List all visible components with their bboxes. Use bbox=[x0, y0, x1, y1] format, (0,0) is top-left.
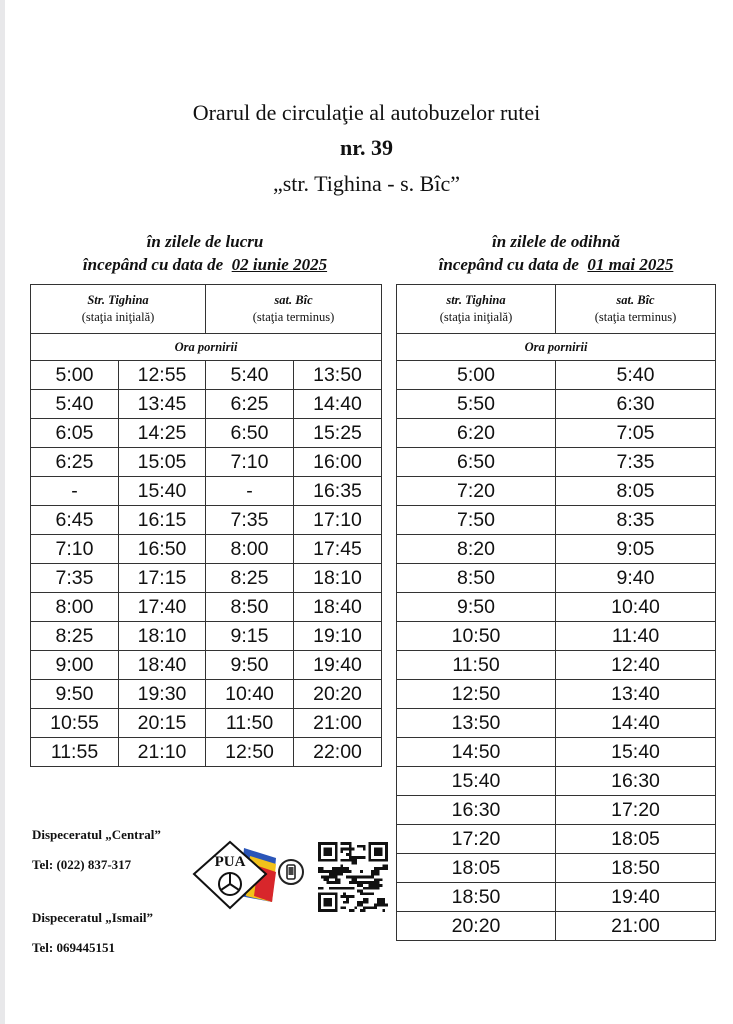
route-number: nr. 39 bbox=[340, 135, 393, 160]
departure-time: 18:50 bbox=[556, 854, 716, 883]
departure-time: 18:40 bbox=[119, 651, 206, 680]
route-name: „str. Tighina - s. Bîc” bbox=[272, 171, 460, 196]
phone-ismail: Tel: 069445151 bbox=[32, 940, 115, 955]
departure-time: 8:05 bbox=[556, 477, 716, 506]
departure-time: 13:50 bbox=[294, 361, 382, 390]
departure-time: 11:40 bbox=[556, 622, 716, 651]
departure-time: 9:50 bbox=[206, 651, 294, 680]
weekdays-heading-line1: în zilele de lucru bbox=[146, 232, 264, 251]
weekdays-heading-line2 bbox=[30, 253, 380, 276]
departure-time: 8:00 bbox=[31, 593, 119, 622]
weekdays-row bbox=[31, 680, 382, 709]
phone-icon bbox=[277, 858, 305, 886]
departure-time: 8:00 bbox=[206, 535, 294, 564]
departure-time: 18:05 bbox=[397, 854, 556, 883]
departure-time: 11:50 bbox=[206, 709, 294, 738]
weekdays-ora-row bbox=[31, 334, 382, 361]
departure-time: 10:40 bbox=[206, 680, 294, 709]
departure-time: 15:25 bbox=[294, 419, 382, 448]
weekend-date: 01 mai 2025 bbox=[587, 255, 674, 274]
weekend-row bbox=[397, 419, 716, 448]
departure-time: 16:15 bbox=[119, 506, 206, 535]
departure-time: 18:40 bbox=[294, 593, 382, 622]
weekdays-row bbox=[31, 419, 382, 448]
weekend-row bbox=[397, 477, 716, 506]
departure-time: 5:50 bbox=[397, 390, 556, 419]
departure-time: 6:20 bbox=[397, 419, 556, 448]
dispatcher-ismail: Dispeceratul „Ismail” bbox=[32, 910, 153, 925]
weekdays-row bbox=[31, 622, 382, 651]
weekend-row bbox=[397, 361, 716, 390]
departure-time: 15:05 bbox=[119, 448, 206, 477]
departure-time: 8:50 bbox=[397, 564, 556, 593]
departure-time: 10:40 bbox=[556, 593, 716, 622]
weekend-row bbox=[397, 854, 716, 883]
departure-time: 9:50 bbox=[397, 593, 556, 622]
departure-time: 18:10 bbox=[119, 622, 206, 651]
weekdays-row bbox=[31, 564, 382, 593]
departure-time: 9:15 bbox=[206, 622, 294, 651]
weekdays-row bbox=[31, 535, 382, 564]
weekdays-row bbox=[31, 738, 382, 767]
departure-time: 19:40 bbox=[294, 651, 382, 680]
departure-time: 17:45 bbox=[294, 535, 382, 564]
departure-time: 19:30 bbox=[119, 680, 206, 709]
departure-time: 10:50 bbox=[397, 622, 556, 651]
weekdays-table bbox=[30, 284, 382, 767]
departure-time: 17:10 bbox=[294, 506, 382, 535]
weekdays-date-prefix: începând cu data de bbox=[82, 255, 224, 274]
departure-time: 5:40 bbox=[556, 361, 716, 390]
departure-time: 9:50 bbox=[31, 680, 119, 709]
departure-time: 8:25 bbox=[31, 622, 119, 651]
weekdays-row bbox=[31, 448, 382, 477]
departure-time: 14:40 bbox=[556, 709, 716, 738]
departure-time: 9:40 bbox=[556, 564, 716, 593]
departure-time: 15:40 bbox=[119, 477, 206, 506]
departure-time: 7:10 bbox=[206, 448, 294, 477]
weekdays-heading bbox=[30, 230, 380, 276]
departure-time: 18:50 bbox=[397, 883, 556, 912]
departure-time: 17:15 bbox=[119, 564, 206, 593]
departure-time: 6:05 bbox=[31, 419, 119, 448]
weekend-row bbox=[397, 912, 716, 941]
departure-time: 16:50 bbox=[119, 535, 206, 564]
pua-logo-text: PUA bbox=[214, 854, 246, 870]
departure-time: 11:55 bbox=[31, 738, 119, 767]
departure-time: 7:35 bbox=[556, 448, 716, 477]
weekend-row bbox=[397, 535, 716, 564]
departure-time: 10:55 bbox=[31, 709, 119, 738]
weekend-row bbox=[397, 564, 716, 593]
departure-time: 17:20 bbox=[397, 825, 556, 854]
departure-time: 14:40 bbox=[294, 390, 382, 419]
weekend-row bbox=[397, 506, 716, 535]
pua-logo bbox=[190, 838, 278, 912]
departure-time: 7:35 bbox=[206, 506, 294, 535]
page-title: Orarul de circulaţie al autobuzelor rutei bbox=[192, 100, 541, 125]
departure-time: 22:00 bbox=[294, 738, 382, 767]
weekend-row bbox=[397, 796, 716, 825]
departure-time: 7:35 bbox=[31, 564, 119, 593]
weekend-date-prefix: începând cu data de bbox=[438, 255, 579, 274]
phone-central: Tel: (022) 837-317 bbox=[32, 857, 132, 872]
weekend-ora-label: Ora pornirii bbox=[397, 334, 716, 361]
weekdays-row bbox=[31, 506, 382, 535]
departure-time: 21:00 bbox=[294, 709, 382, 738]
weekend-terminus-station: sat. Bîc (staţia terminus) bbox=[556, 285, 716, 334]
weekend-row bbox=[397, 680, 716, 709]
departure-time: 8:25 bbox=[206, 564, 294, 593]
departure-time: 19:40 bbox=[556, 883, 716, 912]
departure-time: 7:50 bbox=[397, 506, 556, 535]
departure-time: 13:50 bbox=[397, 709, 556, 738]
departure-time: 17:40 bbox=[119, 593, 206, 622]
departure-time: 14:25 bbox=[119, 419, 206, 448]
weekdays-header-row bbox=[31, 285, 382, 334]
departure-time: 12:50 bbox=[206, 738, 294, 767]
departure-time: 12:50 bbox=[397, 680, 556, 709]
departure-time: 7:10 bbox=[31, 535, 119, 564]
departure-time: - bbox=[31, 477, 119, 506]
weekdays-row bbox=[31, 477, 382, 506]
departure-time: 8:50 bbox=[206, 593, 294, 622]
weekend-ora-row bbox=[397, 334, 716, 361]
weekend-row bbox=[397, 767, 716, 796]
weekdays-row bbox=[31, 651, 382, 680]
departure-time: 11:50 bbox=[397, 651, 556, 680]
departure-time: 16:30 bbox=[397, 796, 556, 825]
departure-time: 15:40 bbox=[397, 767, 556, 796]
departure-time: 8:35 bbox=[556, 506, 716, 535]
weekdays-ora-label: Ora pornirii bbox=[31, 334, 382, 361]
departure-time: 7:20 bbox=[397, 477, 556, 506]
departure-time: 20:15 bbox=[119, 709, 206, 738]
weekend-row bbox=[397, 448, 716, 477]
departure-time: 12:55 bbox=[119, 361, 206, 390]
departure-time: 7:05 bbox=[556, 419, 716, 448]
weekend-row bbox=[397, 883, 716, 912]
departure-time: 9:05 bbox=[556, 535, 716, 564]
weekend-heading-line1: în zilele de odihnă bbox=[492, 232, 620, 251]
departure-time: 21:00 bbox=[556, 912, 716, 941]
departure-time: 20:20 bbox=[294, 680, 382, 709]
qr-code-icon[interactable] bbox=[318, 842, 388, 912]
weekdays-row bbox=[31, 709, 382, 738]
weekdays-row bbox=[31, 390, 382, 419]
departure-time: 14:50 bbox=[397, 738, 556, 767]
departure-time: 6:25 bbox=[31, 448, 119, 477]
departure-time: 6:45 bbox=[31, 506, 119, 535]
departure-time: 16:30 bbox=[556, 767, 716, 796]
weekend-heading bbox=[396, 230, 716, 276]
departure-time: 19:10 bbox=[294, 622, 382, 651]
departure-time: 5:40 bbox=[206, 361, 294, 390]
departure-time: 16:35 bbox=[294, 477, 382, 506]
weekend-row bbox=[397, 622, 716, 651]
departure-time: 21:10 bbox=[119, 738, 206, 767]
departure-time: 15:40 bbox=[556, 738, 716, 767]
departure-time: 6:50 bbox=[397, 448, 556, 477]
weekend-row bbox=[397, 390, 716, 419]
departure-time: 5:00 bbox=[397, 361, 556, 390]
departure-time: 6:50 bbox=[206, 419, 294, 448]
departure-time: 6:30 bbox=[556, 390, 716, 419]
departure-time: 18:05 bbox=[556, 825, 716, 854]
departure-time: 17:20 bbox=[556, 796, 716, 825]
weekend-row bbox=[397, 593, 716, 622]
weekend-row bbox=[397, 825, 716, 854]
weekend-start-station: str. Tighina (staţia iniţială) bbox=[397, 285, 556, 334]
dispatcher-central: Dispeceratul „Central” bbox=[32, 827, 161, 842]
departure-time: 5:40 bbox=[31, 390, 119, 419]
departure-time: 6:25 bbox=[206, 390, 294, 419]
departure-time: - bbox=[206, 477, 294, 506]
departure-time: 12:40 bbox=[556, 651, 716, 680]
weekdays-date: 02 iunie 2025 bbox=[231, 255, 328, 274]
weekend-row bbox=[397, 738, 716, 767]
departure-time: 13:45 bbox=[119, 390, 206, 419]
weekend-heading-line2 bbox=[396, 253, 716, 276]
weekdays-row bbox=[31, 361, 382, 390]
departure-time: 9:00 bbox=[31, 651, 119, 680]
weekdays-row bbox=[31, 593, 382, 622]
weekdays-start-station: Str. Tighina (staţia iniţială) bbox=[31, 285, 206, 334]
weekend-header-row bbox=[397, 285, 716, 334]
departure-time: 16:00 bbox=[294, 448, 382, 477]
weekend-row bbox=[397, 709, 716, 738]
departure-time: 18:10 bbox=[294, 564, 382, 593]
departure-time: 8:20 bbox=[397, 535, 556, 564]
departure-time: 13:40 bbox=[556, 680, 716, 709]
weekend-row bbox=[397, 651, 716, 680]
departure-time: 20:20 bbox=[397, 912, 556, 941]
weekend-table bbox=[396, 284, 716, 941]
weekdays-terminus-station: sat. Bîc (staţia terminus) bbox=[206, 285, 382, 334]
departure-time: 5:00 bbox=[31, 361, 119, 390]
